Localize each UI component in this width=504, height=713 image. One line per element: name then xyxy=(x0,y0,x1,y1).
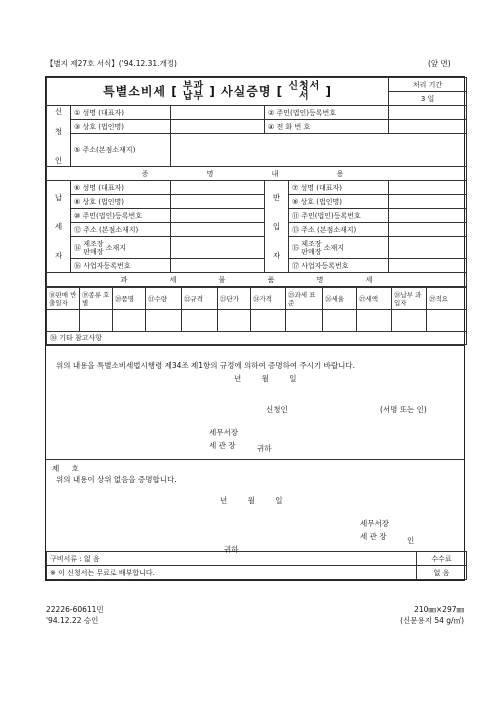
taxable-goods-header: 과 세 물 품 명 세 xyxy=(47,273,467,287)
purchaser-bizreg-label: ⑰ 사업자등록번호 xyxy=(289,259,389,273)
taxpayer-company-label: ⑧ 상호 (법인명) xyxy=(71,195,171,209)
applicant-company-label: ③ 상호 (법인명) xyxy=(71,120,171,134)
paper-type: (신문용지 54 g/㎡) xyxy=(400,616,464,625)
applicant-phone-label: ④ 전 화 번 호 xyxy=(265,120,389,134)
taxpayer-regno-label: ⑩ 주민(법인)등록번호 xyxy=(71,209,171,223)
tax-row-cell[interactable] xyxy=(80,310,113,332)
taxpayer-side-label: 납 세 자 xyxy=(47,181,71,273)
certificate-seal: 인 xyxy=(407,536,415,545)
applicant-phone-field[interactable] xyxy=(389,120,467,134)
request-text: 위의 내용을 특별소비세법시행령 제34조 제1항의 규정에 의하여 증명하여 주시기 바랍니다. xyxy=(56,361,355,370)
proof-content-header: 증 명 내 용 xyxy=(47,167,467,181)
tax-row-cell[interactable] xyxy=(113,310,146,332)
request-section xyxy=(46,345,464,459)
applicant-regno-field[interactable] xyxy=(389,106,467,120)
form-title: 특별소비세 [ 부과 납부 ] 사실증명 [ 신청서 서 ] xyxy=(47,78,389,106)
certificate-recipient: 귀하 xyxy=(224,545,239,554)
applicant-side-label: 신 청 인 xyxy=(47,106,71,167)
purchaser-company-field[interactable] xyxy=(389,195,467,209)
other-reference[interactable]: ㉚ 기타 참고사항 xyxy=(47,332,467,345)
purchaser-regno-label: ⑪ 주민(법인)등록번호 xyxy=(289,209,389,223)
footer-right xyxy=(398,604,464,626)
paper-size: 210㎜×297㎜ xyxy=(414,605,464,614)
purchaser-name-field[interactable] xyxy=(389,181,467,195)
fee-label: 수수료 xyxy=(417,552,467,566)
taxpayer-company-field[interactable] xyxy=(171,195,265,209)
processing-period-label: 처리 기간 xyxy=(389,78,467,92)
taxpayer-bizreg-field[interactable] xyxy=(171,259,265,273)
request-recipient: 귀하 xyxy=(257,444,272,453)
certificate-office-1: 세무서장 xyxy=(360,519,389,528)
taxpayer-name-label: ⑥ 성명 (대표자) xyxy=(71,181,171,195)
purchaser-address-label: ⑬ 주소 (본점소재지) xyxy=(289,223,389,237)
bottom-table xyxy=(46,551,467,580)
footer-left xyxy=(46,604,104,626)
processing-period-value: 3 일 xyxy=(389,92,467,106)
fee-value: 없 음 xyxy=(417,566,467,580)
purchaser-side-label: 반 입 자 xyxy=(265,181,289,273)
applicant-address-field[interactable] xyxy=(171,134,467,167)
tax-row-cell[interactable] xyxy=(47,310,80,332)
col-sale-date: ⑱판매 반출일자 xyxy=(47,288,80,310)
certificate-date: 년 월 일 xyxy=(220,496,283,505)
applicant-regno-label: ② 주민(법인)등록번호 xyxy=(265,106,389,120)
purchaser-factory-field[interactable] xyxy=(389,237,467,259)
document-code: 22226-60611민 xyxy=(46,605,104,614)
col-tax-base: ㉕과세 표준 xyxy=(286,288,323,310)
tax-row-cell[interactable] xyxy=(182,310,218,332)
page-side-label: (앞 면) xyxy=(428,59,451,68)
applicant-name-label: ① 성명 (대표자) xyxy=(71,106,171,120)
col-type-no: ⑲종류 호별 xyxy=(80,288,113,310)
free-distribution-note: ※ 이 신청서는 무료로 배부합니다. xyxy=(47,566,417,580)
certificate-text: 위의 내용이 상위 없음을 증명합니다. xyxy=(56,475,177,484)
taxpayer-address-label: ⑫ 주소 (본점소재지) xyxy=(71,223,171,237)
signature-note: (서명 또는 인) xyxy=(380,405,427,414)
taxpayer-bizreg-label: ⑯ 사업자등록번호 xyxy=(71,259,171,273)
applicant-company-field[interactable] xyxy=(171,120,265,134)
col-tax-amount: ㉗세액 xyxy=(357,288,392,310)
form-table xyxy=(46,77,467,287)
applicant-signature-label: 신청인 xyxy=(266,405,288,414)
form-number: 【별지 제27호 서식】('94.12.31.개정) xyxy=(46,59,177,68)
purchaser-factory-label: ⑮ 제조장 판매장 소재지 xyxy=(289,237,389,259)
col-unit-price: ㉓단가 xyxy=(218,288,251,310)
request-date: 년 월 일 xyxy=(234,374,297,383)
taxpayer-name-field[interactable] xyxy=(171,181,265,195)
purchaser-regno-field[interactable] xyxy=(389,209,467,223)
certificate-number: 제 호 xyxy=(52,464,79,473)
purchaser-name-label: ⑦ 성명 (대표자) xyxy=(289,181,389,195)
tax-row-cell[interactable] xyxy=(357,310,392,332)
approval-date: '94.12.22 승인 xyxy=(46,616,99,625)
col-spec: ㉒규격 xyxy=(182,288,218,310)
tax-row-cell[interactable] xyxy=(251,310,286,332)
col-item-name: ⑳품명 xyxy=(113,288,146,310)
application-form xyxy=(45,76,465,581)
tax-row-cell[interactable] xyxy=(323,310,357,332)
col-quantity: ㉑수량 xyxy=(146,288,182,310)
purchaser-company-label: ⑨ 상호 (법인명) xyxy=(289,195,389,209)
taxpayer-factory-field[interactable] xyxy=(171,237,265,259)
col-price: ㉔가격 xyxy=(251,288,286,310)
purchaser-bizreg-field[interactable] xyxy=(389,259,467,273)
taxable-goods-table xyxy=(46,287,467,345)
col-payment: ㉘납부 과입자 xyxy=(392,288,427,310)
required-documents: 구비서류 : 없 음 xyxy=(47,552,417,566)
taxpayer-address-field[interactable] xyxy=(171,223,265,237)
col-tax-rate: ㉖세율 xyxy=(323,288,357,310)
taxpayer-regno-field[interactable] xyxy=(171,209,265,223)
taxpayer-factory-label: ⑭ 제조장 판매장 소재지 xyxy=(71,237,171,259)
request-office-1: 세무서장 xyxy=(209,428,238,437)
request-office-2: 세 관 장 xyxy=(209,441,236,450)
tax-row-cell[interactable] xyxy=(146,310,182,332)
applicant-name-field[interactable] xyxy=(171,106,265,120)
certificate-section xyxy=(46,459,464,554)
tax-row-cell[interactable] xyxy=(286,310,323,332)
col-remarks: ㉙적요 xyxy=(427,288,467,310)
tax-row-cell[interactable] xyxy=(392,310,427,332)
tax-row-cell[interactable] xyxy=(218,310,251,332)
applicant-address-label: ⑤ 주소(본점소재지) xyxy=(71,134,171,167)
certificate-office-2: 세 관 장 xyxy=(360,532,387,541)
tax-row-cell[interactable] xyxy=(427,310,467,332)
purchaser-address-field[interactable] xyxy=(389,223,467,237)
